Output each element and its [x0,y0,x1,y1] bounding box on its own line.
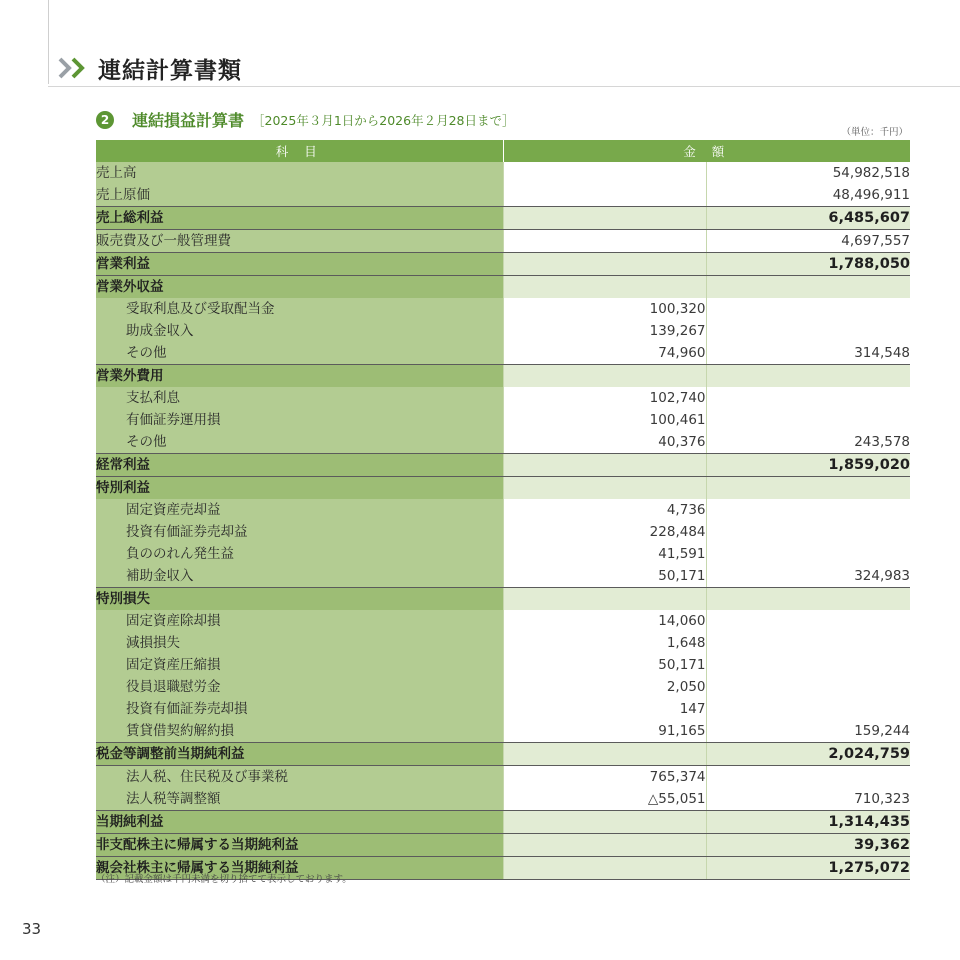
row-detail-amount: 14,060 [503,610,706,632]
table-row [96,565,910,588]
row-detail-amount [503,477,706,500]
row-detail-amount: 50,171 [503,654,706,676]
row-label: 負ののれん発生益 [96,543,503,565]
row-detail-amount: 100,461 [503,409,706,431]
row-total-amount [706,477,910,500]
row-detail-amount: 228,484 [503,521,706,543]
row-detail-amount: 102,740 [503,387,706,409]
row-label: 役員退職慰労金 [96,676,503,698]
row-label: 助成金収入 [96,320,503,342]
row-label: 経常利益 [96,454,503,477]
row-detail-amount [503,276,706,299]
row-total-amount: 1,788,050 [706,253,910,276]
row-detail-amount [503,207,706,230]
table-row [96,632,910,654]
table-row [96,162,910,184]
row-detail-amount: 2,050 [503,676,706,698]
section-title: 連結損益計算書 [132,111,245,130]
page-header [58,50,242,86]
section-heading [96,108,515,131]
table-row [96,230,910,253]
fiscal-period: ［2025年３月1日から2026年２月28日まで］ [252,112,515,128]
table-row [96,365,910,388]
table-row [96,834,910,857]
table-row [96,543,910,565]
row-total-amount [706,543,910,565]
table-row [96,654,910,676]
row-label: 賃貸借契約解約損 [96,720,503,743]
table-row [96,477,910,500]
table-row [96,431,910,454]
row-label: 法人税等調整額 [96,788,503,811]
row-label: 減損損失 [96,632,503,654]
row-label: 営業外収益 [96,276,503,299]
row-label: 販売費及び一般管理費 [96,230,503,253]
row-detail-amount [503,365,706,388]
table-row [96,342,910,365]
table-row [96,766,910,789]
row-label: 固定資産売却益 [96,499,503,521]
row-detail-amount: 1,648 [503,632,706,654]
table-row [96,207,910,230]
row-detail-amount [503,588,706,611]
row-total-amount [706,610,910,632]
table-row [96,454,910,477]
row-total-amount: 6,485,607 [706,207,910,230]
row-total-amount: 48,496,911 [706,184,910,207]
table-row [96,298,910,320]
row-label: その他 [96,431,503,454]
row-detail-amount [503,454,706,477]
row-label: 受取利息及び受取配当金 [96,298,503,320]
table-row [96,387,910,409]
row-detail-amount [503,230,706,253]
row-label: 売上原価 [96,184,503,207]
row-detail-amount: 91,165 [503,720,706,743]
row-total-amount: 314,548 [706,342,910,365]
page-title: 連結計算書類 [98,57,242,84]
header-divider [48,86,960,87]
footnote: （注）記載金額は千円未満を切り捨てて表示しております。 [96,874,352,885]
row-total-amount: 1,275,072 [706,857,910,880]
row-detail-amount: 4,736 [503,499,706,521]
column-header-amount: 金 額 [503,140,910,162]
row-total-amount: 159,244 [706,720,910,743]
row-total-amount: 39,362 [706,834,910,857]
row-label: 支払利息 [96,387,503,409]
row-total-amount [706,654,910,676]
row-detail-amount: 139,267 [503,320,706,342]
row-total-amount [706,365,910,388]
row-label: 固定資産除却損 [96,610,503,632]
row-detail-amount [503,857,706,880]
row-total-amount: 54,982,518 [706,162,910,184]
row-label: 有価証券運用損 [96,409,503,431]
row-label: 売上高 [96,162,503,184]
row-label: 売上総利益 [96,207,503,230]
row-detail-amount: 40,376 [503,431,706,454]
table-row [96,184,910,207]
row-detail-amount: 147 [503,698,706,720]
row-detail-amount: 41,591 [503,543,706,565]
section-number-badge: 2 [96,111,114,129]
table-row [96,588,910,611]
row-detail-amount [503,253,706,276]
table-row [96,320,910,342]
table-row [96,720,910,743]
table-header-row [96,140,910,162]
row-detail-amount: 74,960 [503,342,706,365]
row-label: 税金等調整前当期純利益 [96,743,503,766]
row-total-amount [706,298,910,320]
row-label: 投資有価証券売却益 [96,521,503,543]
row-label: 法人税、住民税及び事業税 [96,766,503,789]
row-label: 特別損失 [96,588,503,611]
table-row [96,676,910,698]
row-total-amount [706,276,910,299]
row-label: 投資有価証券売却損 [96,698,503,720]
row-label: 固定資産圧縮損 [96,654,503,676]
table-row [96,521,910,543]
row-label: 補助金収入 [96,565,503,588]
row-detail-amount [503,811,706,834]
unit-label: （単位：千円） [841,127,908,138]
row-total-amount [706,588,910,611]
row-detail-amount: 100,320 [503,298,706,320]
table-row [96,409,910,431]
row-label: 特別利益 [96,477,503,500]
row-total-amount [706,320,910,342]
row-detail-amount: 765,374 [503,766,706,789]
row-label: 当期純利益 [96,811,503,834]
table-row [96,610,910,632]
row-total-amount [706,676,910,698]
row-total-amount: 4,697,557 [706,230,910,253]
row-detail-amount: △55,051 [503,788,706,811]
row-label: その他 [96,342,503,365]
row-total-amount: 1,859,020 [706,454,910,477]
header-vertical-rule [48,0,49,84]
row-total-amount: 243,578 [706,431,910,454]
row-label: 親会社株主に帰属する当期純利益 [96,857,503,880]
row-total-amount [706,698,910,720]
row-total-amount: 710,323 [706,788,910,811]
row-total-amount [706,409,910,431]
double-chevron-icon [58,56,90,80]
page-number: 33 [22,920,42,938]
row-label: 非支配株主に帰属する当期純利益 [96,834,503,857]
row-detail-amount [503,743,706,766]
row-total-amount [706,766,910,789]
table-row [96,253,910,276]
row-total-amount [706,499,910,521]
row-detail-amount [503,162,706,184]
row-label: 営業利益 [96,253,503,276]
table-row [96,811,910,834]
row-label: 営業外費用 [96,365,503,388]
row-total-amount: 1,314,435 [706,811,910,834]
row-total-amount: 324,983 [706,565,910,588]
row-detail-amount: 50,171 [503,565,706,588]
table-row [96,743,910,766]
row-total-amount: 2,024,759 [706,743,910,766]
row-total-amount [706,521,910,543]
table-row [96,276,910,299]
column-header-item: 科 目 [96,140,503,162]
table-row [96,788,910,811]
row-total-amount [706,632,910,654]
row-total-amount [706,387,910,409]
row-detail-amount [503,184,706,207]
table-row [96,499,910,521]
row-detail-amount [503,834,706,857]
income-statement-table [96,140,910,880]
table-row [96,698,910,720]
